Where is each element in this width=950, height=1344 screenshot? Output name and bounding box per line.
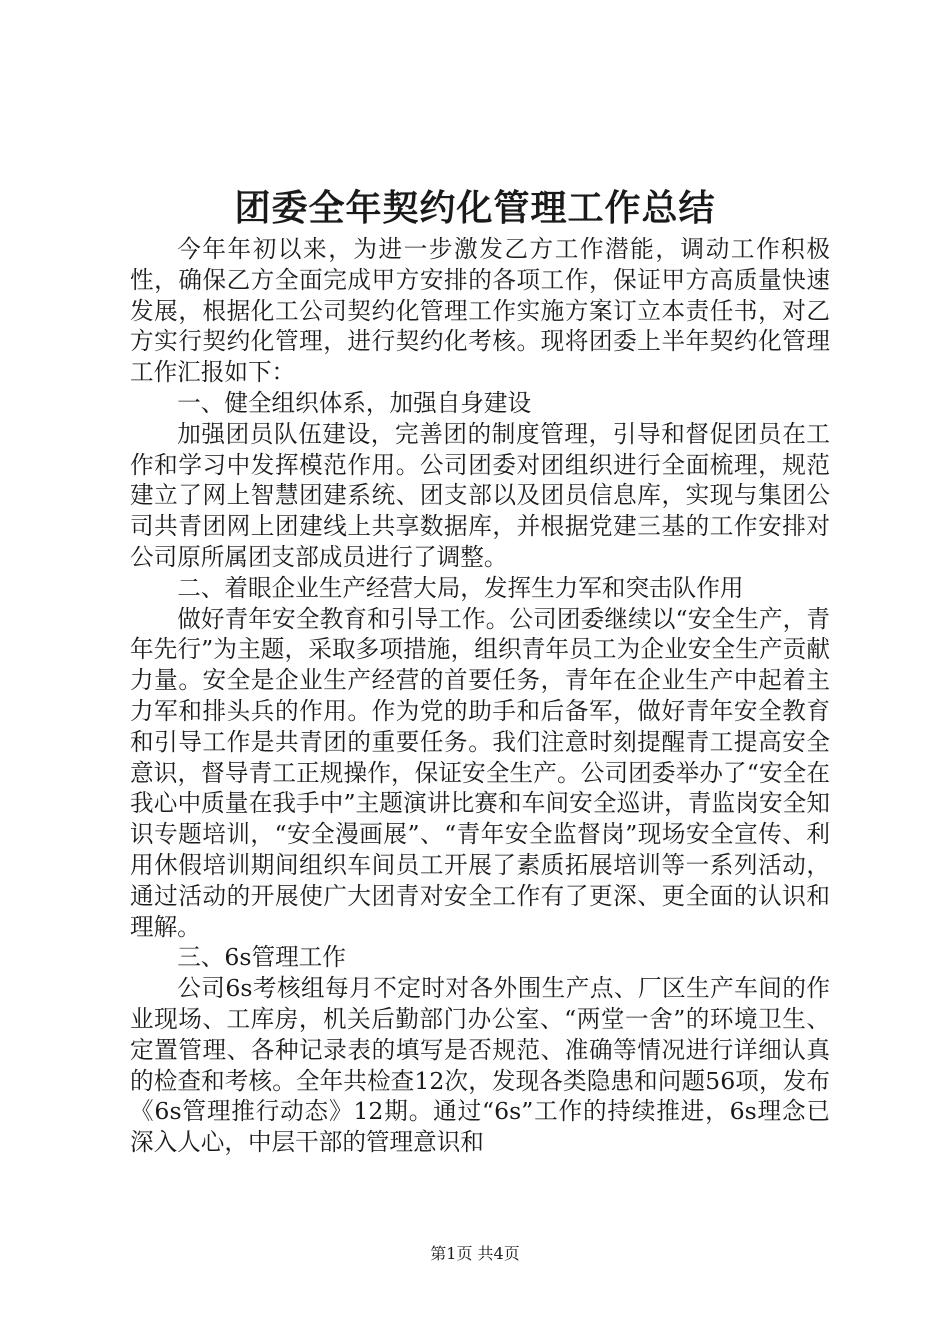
document-body <box>130 234 830 1158</box>
paragraph-section-3: 公司6s考核组每月不定时对各外围生产点、厂区生产车间的作业现场、工库房，机关后勤部门办公室、“两堂一舍”的环境卫生、定置管理、各种记录表的填写是否规范、准确等情况进行详细认真的检查和考核。全年共检查12次，发现各类隐患和问题56项，发布《6s管理推行动态》12期。通过“6s”工作的持续推进，6s理念已深入人心，中层干部的管理意识和 <box>130 974 830 1157</box>
paragraph-section-1: 加强团员队伍建设，完善团的制度管理，引导和督促团员在工作和学习中发挥模范作用。公司团委对团组织进行全面梳理，规范建立了网上智慧团建系统、团支部以及团员信息库，实现与集团公司共青团网上团建线上共享数据库，并根据党建三基的工作安排对公司原所属团支部成员进行了调整。 <box>130 419 830 571</box>
section-heading-3: 三、6s管理工作 <box>177 943 346 972</box>
section-heading-2: 二、着眼企业生产经营大局，发挥生力军和突击队作用 <box>177 573 744 602</box>
page-number-footer: 第1页 共4页 <box>430 1244 520 1263</box>
paragraph-intro: 今年年初以来，为进一步激发乙方工作潜能，调动工作积极性，确保乙方全面完成甲方安排的各项工作，保证甲方高质量快速发展，根据化工公司契约化管理工作实施方案订立本责任书，对乙方实行契约化管理，进行契约化考核。现将团委上半年契约化管理工作汇报如下： <box>130 235 830 387</box>
document-title: 团委全年契约化管理工作总结 <box>234 187 716 229</box>
section-heading-1: 一、健全组织体系，加强自身建设 <box>177 388 532 417</box>
paragraph-section-2: 做好青年安全教育和引导工作。公司团委继续以“安全生产，青年先行”为主题，采取多项措施，组织青年员工为企业安全生产贡献力量。安全是企业生产经营的首要任务，青年在企业生产中起着主力军和排头兵的作用。作为党的助手和后备军，做好青年安全教育和引导工作是共青团的重要任务。我们注意时刻提醒青工提高安全意识，督导青工正规操作，保证安全生产。公司团委举办了“安全在我心中质量在我手中”主题演讲比赛和车间安全巡讲，青监岗安全知识专题培训，“安全漫画展”、“青年安全监督岗”现场安全宣传、利用休假培训期间组织车间员工开展了素质拓展培训等一系列活动，通过活动的开展使广大团青对安全工作有了更深、更全面的认识和理解。 <box>130 604 830 941</box>
